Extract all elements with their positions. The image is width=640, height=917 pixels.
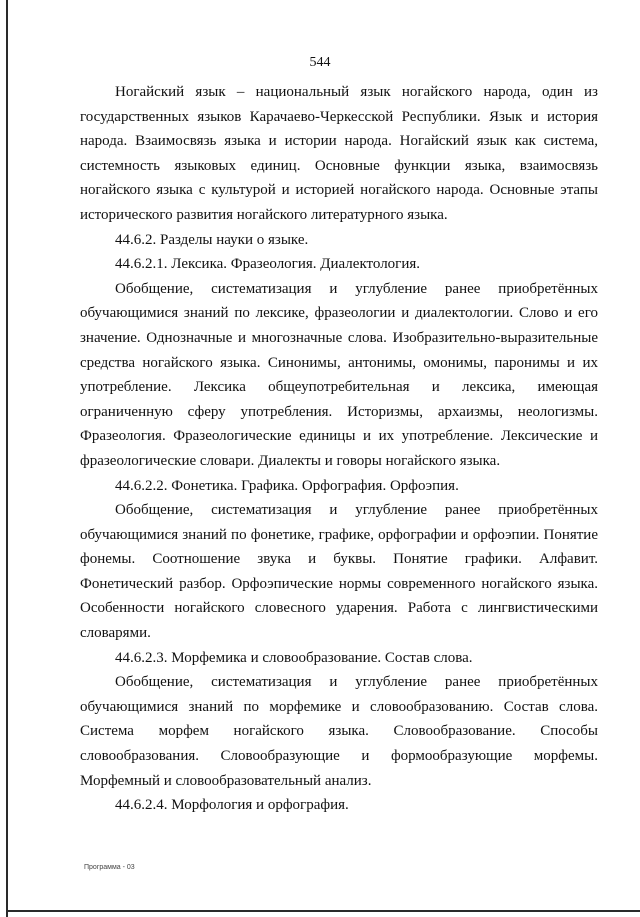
body-text: [80, 80, 598, 818]
page-number: 544: [309, 55, 331, 70]
heading-44-6-2: 44.6.2. Разделы науки о языке.: [115, 231, 309, 248]
heading-44-6-2-2: 44.6.2.2. Фонетика. Графика. Орфография. Орфоэпия.: [115, 477, 459, 494]
paragraph-phonetics: Обобщение, систематизация и углубление ранее приобретённых обучающимися знаний по фонетике, графике, орфографии и орфоэпии. Понятие фонемы. Соотношение звука и буквы. Понятие графики. Алфавит. Фонетический разбор. Орфоэпические нормы современного ногайского языка. Особенности ногайского словесного ударения. Работа с лингвистическими словарями.: [80, 502, 598, 642]
paragraph-lexicon: Обобщение, систематизация и углубление ранее приобретённых обучающимися знаний по лексике, фразеологии и диалектологии. Слово и его значение. Однозначные и многозначные слова. Изобразительно-выразительные средства ногайского языка. Синонимы, антонимы, омонимы, паронимы и их употребление. Лексика общеупотребительная и лексика, имеющая ограниченную сферу употребления. Историзмы, архаизмы, неологизмы. Фразеология. Фразеологические единицы и их употребление. Лексические и фразеологические словари. Диалекты и говоры ногайского языка.: [80, 280, 598, 469]
paragraph-morphemics: Обобщение, систематизация и углубление ранее приобретённых обучающимися знаний по морфемике и словообразованию. Состав слова. Система морфем ногайского языка. Словообразование. Способы словообразования. Словообразующие и формообразующие морфемы. Морфемный и словообразовательный анализ.: [80, 674, 598, 789]
heading-44-6-2-1: 44.6.2.1. Лексика. Фразеология. Диалектология.: [115, 256, 421, 273]
scan-edge-bottom: [6, 910, 640, 912]
heading-44-6-2-3: 44.6.2.3. Морфемика и словообразование. Состав слова.: [115, 649, 473, 666]
footer-label: Программа - 03: [84, 864, 135, 871]
paragraph-nogai-language: Ногайский язык – национальный язык ногайского народа, один из государственных языков Карачаево-Черкесской Республики. Язык и история народа. Взаимосвязь языка и истории народа. Ногайский язык как система, системность языковых единиц. Основные функции языка, взаимосвязь ногайского языка с культурой и историей ногайского народа. Основные этапы исторического развития ногайского литературного языка.: [80, 84, 598, 223]
scan-edge-left: [6, 0, 8, 917]
heading-44-6-2-4: 44.6.2.4. Морфология и орфография.: [115, 797, 349, 814]
